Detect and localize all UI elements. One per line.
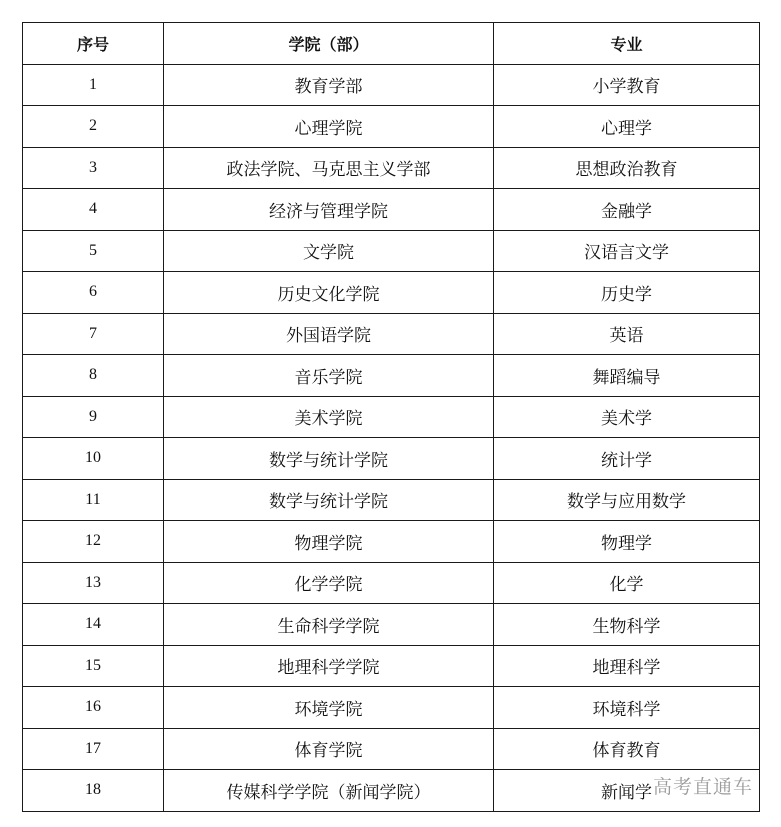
row-college: 历史文化学院 [164,272,494,314]
row-college: 经济与管理学院 [164,189,494,231]
header-row [23,23,760,65]
majors-table [22,22,760,812]
table-row [23,438,760,480]
table-row [23,562,760,604]
row-college: 数学与统计学院 [164,479,494,521]
table-row [23,604,760,646]
row-college: 外国语学院 [164,313,494,355]
row-index: 13 [23,562,164,604]
table-body [23,64,760,811]
row-college: 心理学院 [164,106,494,148]
row-college: 化学学院 [164,562,494,604]
row-index: 4 [23,189,164,231]
table-header [23,23,760,65]
table-row [23,770,760,812]
row-index: 3 [23,147,164,189]
row-college: 传媒科学学院（新闻学院） [164,770,494,812]
row-college: 数学与统计学院 [164,438,494,480]
row-college: 生命科学学院 [164,604,494,646]
row-major: 思想政治教育 [494,147,760,189]
row-major: 体育教育 [494,728,760,770]
table-row [23,106,760,148]
table-row [23,396,760,438]
table-row [23,189,760,231]
table-row [23,230,760,272]
row-major: 舞蹈编导 [494,355,760,397]
row-college: 环境学院 [164,687,494,729]
table-row [23,687,760,729]
row-index: 7 [23,313,164,355]
header-index: 序号 [23,23,164,65]
header-major: 专业 [494,23,760,65]
row-college: 体育学院 [164,728,494,770]
row-index: 1 [23,64,164,106]
row-index: 2 [23,106,164,148]
row-major: 英语 [494,313,760,355]
header-college: 学院（部） [164,23,494,65]
row-index: 15 [23,645,164,687]
row-college: 政法学院、马克思主义学部 [164,147,494,189]
row-index: 5 [23,230,164,272]
row-major: 物理学 [494,521,760,563]
row-index: 17 [23,728,164,770]
table-row [23,645,760,687]
table-row [23,313,760,355]
table-row [23,64,760,106]
table-row [23,147,760,189]
row-index: 14 [23,604,164,646]
row-major: 小学教育 [494,64,760,106]
row-index: 9 [23,396,164,438]
row-index: 12 [23,521,164,563]
row-major: 化学 [494,562,760,604]
row-major: 地理科学 [494,645,760,687]
row-index: 18 [23,770,164,812]
row-major: 历史学 [494,272,760,314]
row-college: 教育学部 [164,64,494,106]
row-major: 统计学 [494,438,760,480]
table-row [23,521,760,563]
row-major: 金融学 [494,189,760,231]
row-index: 8 [23,355,164,397]
watermark-text: 高考直通车 [652,776,753,798]
row-college: 物理学院 [164,521,494,563]
row-major: 汉语言文学 [494,230,760,272]
row-index: 16 [23,687,164,729]
row-college: 音乐学院 [164,355,494,397]
table-row [23,479,760,521]
row-college: 地理科学学院 [164,645,494,687]
row-major: 美术学 [494,396,760,438]
row-college: 文学院 [164,230,494,272]
table-row [23,355,760,397]
row-major: 数学与应用数学 [494,479,760,521]
row-major: 心理学 [494,106,760,148]
row-college: 美术学院 [164,396,494,438]
row-index: 6 [23,272,164,314]
row-major: 环境科学 [494,687,760,729]
row-major: 新闻学 [494,770,760,812]
row-index: 11 [23,479,164,521]
table-row [23,728,760,770]
table-row [23,272,760,314]
row-major: 生物科学 [494,604,760,646]
row-index: 10 [23,438,164,480]
